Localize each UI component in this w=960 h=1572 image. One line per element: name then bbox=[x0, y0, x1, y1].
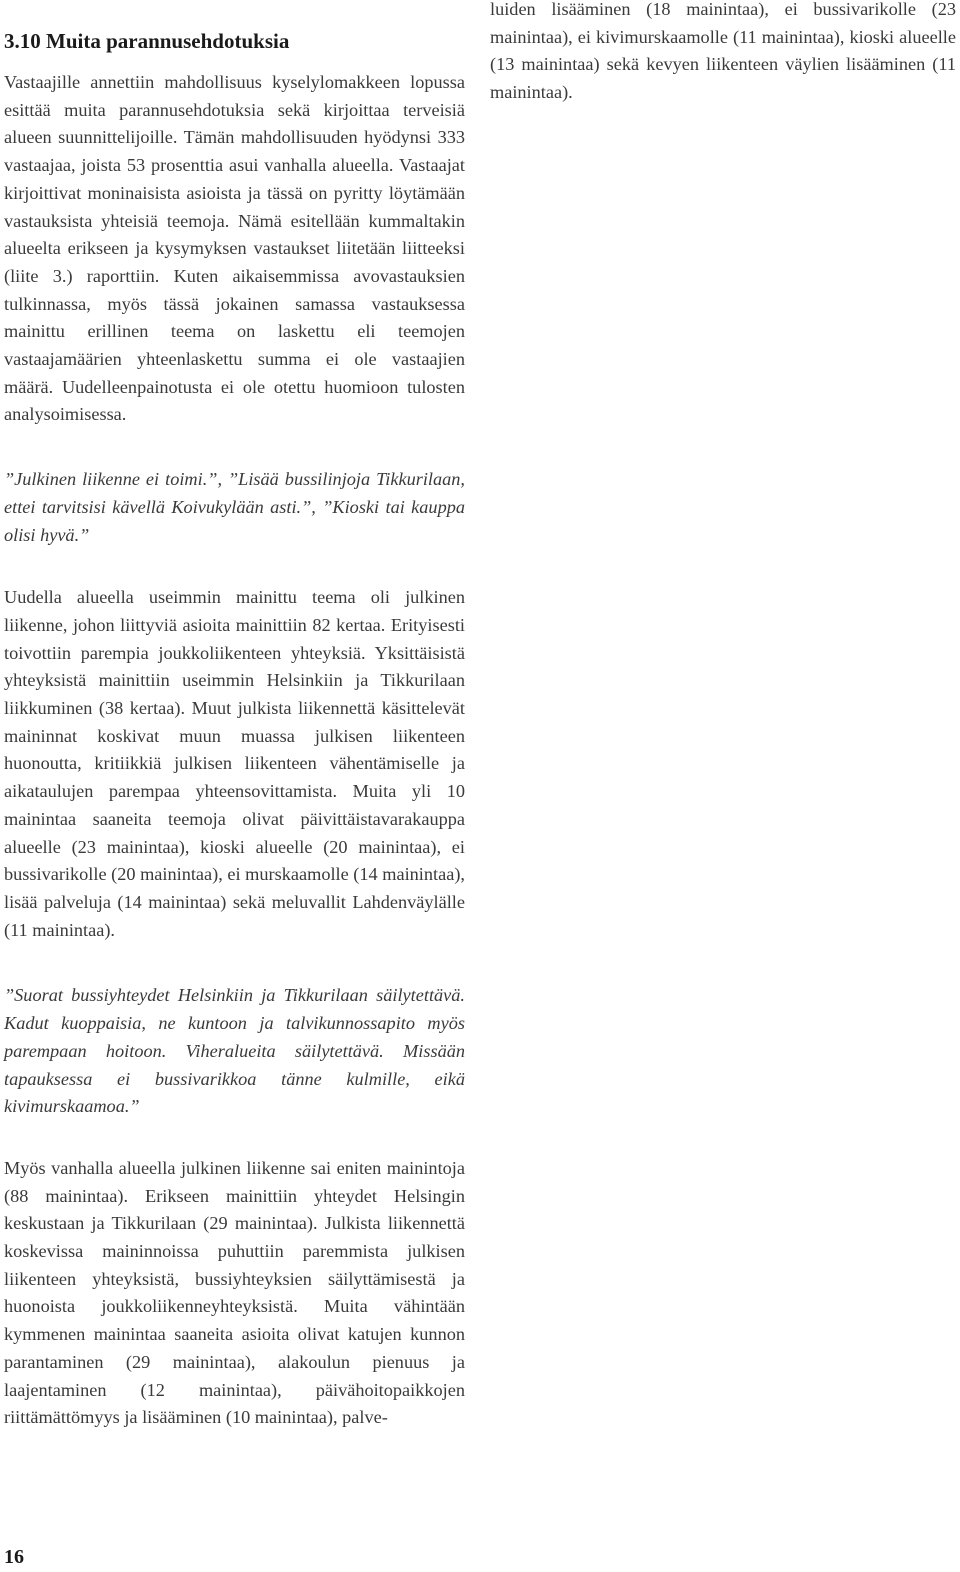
intro-paragraph: Vastaajille annettiin mahdollisuus kyselylomakkeen lopussa esittää muita parannusehdotuksia sekä kirjoittaa terveisiä alueen suunnittelijoille. Tämän mahdollisuuden hyödynsi 333 vastaajaa, joista 53 prosenttia asui vanhalla alueella. Vastaajat kirjoittivat moninaisista asioista ja tässä on pyritty löytämään vastauksista yhteisiä teemoja. Nämä esitellään kummaltakin alueelta erikseen ja kysymyksen vastaukset liitetään liitteeksi (liite 3.) raporttiin. Kuten aikaisemmissa avovastauksien tulkinnassa, myös tässä jokainen samassa vastauksessa mainittu erillinen teema on laskettu eli teemojen vastaajamäärien yhteenlaskettu summa ei ole vastaajien määrä. Uudelleenpainotusta ei ole otettu huomioon tulosten analysoimisessa. bbox=[4, 72, 465, 425]
page-number: 16 bbox=[4, 1546, 24, 1568]
section-heading: 3.10 Muita parannusehdotuksia bbox=[4, 29, 290, 53]
quote-old-area: ”Suorat bussiyhteydet Helsinkiin ja Tikkurilaan säilytettävä. Kadut kuoppaisia, ne kuntoon ja talvikunnossapito myös parempaan hoitoon. Viheralueita säilytettävä. Missään tapauksessa ei bussivarikkoa tänne kulmille, eikä kivimurskaamoa.” bbox=[4, 985, 465, 1117]
old-area-paragraph: Myös vanhalla alueella julkinen liikenne sai eniten mainintoja (88 mainintaa). Erikseen mainittiin yhteydet Helsingin keskustaan ja Tikkurilaan (29 mainintaa). Julkista liikennettä koskevissa maininnoissa puhuttiin paremmista julkisen liikenteen yhteyksistä, bussiyhteyksien säilyttämisestä ja huonoista joukkoliikenneyhteyksistä. Muita vähintään kymmenen mainintaa saaneita asioita olivat katujen kunnon parantaminen (29 mainintaa), alakoulun pienuus ja laajentaminen (12 mainintaa), päivähoitopaikkojen riittämättömyys ja lisääminen (10 mainintaa), palve- bbox=[4, 1157, 465, 1428]
right-column bbox=[490, 0, 956, 107]
left-column bbox=[4, 26, 465, 1432]
quote-new-area: ”Julkinen liikenne ei toimi.”, ”Lisää bussilinjoja Tikkurilaan, ettei tarvitsisi kävellä Koivukylään asti.”, ”Kioski tai kauppa olisi hyvä.” bbox=[4, 469, 465, 545]
new-area-paragraph: Uudella alueella useimmin mainittu teema oli julkinen liikenne, johon liittyviä asioita mainittiin 82 kertaa. Erityisesti toivottiin parempia joukkoliikenteen yhteyksiä. Yksittäisistä yhteyksistä mainittiin useimmin Helsinkiin ja Tikkurilaan liikkuminen (38 kertaa). Muut julkista liikennettä käsittelevät maininnat koskivat muun muassa julkisen liikenteen huonoutta, kritiikkiä julkisen liikenteen vähentämiselle ja aikataulujen parempaa yhteensovittamista. Muita yli 10 mainintaa saaneita teemoja olivat päivittäistavarakauppa alueelle (23 mainintaa), kioski alueelle (20 mainintaa), ei bussivarikolle (20 mainintaa), ei murskaamolle (14 mainintaa), lisää palveluja (14 mainintaa) sekä meluvallit Lahdenväylälle (11 mainintaa). bbox=[4, 587, 465, 940]
continued-paragraph: luiden lisääminen (18 mainintaa), ei bussivarikolle (23 mainintaa), ei kivimurskaamolle (11 mainintaa), kioski alueelle (13 mainintaa) sekä kevyen liikenteen väylien lisääminen (11 mainintaa). bbox=[490, 0, 956, 103]
